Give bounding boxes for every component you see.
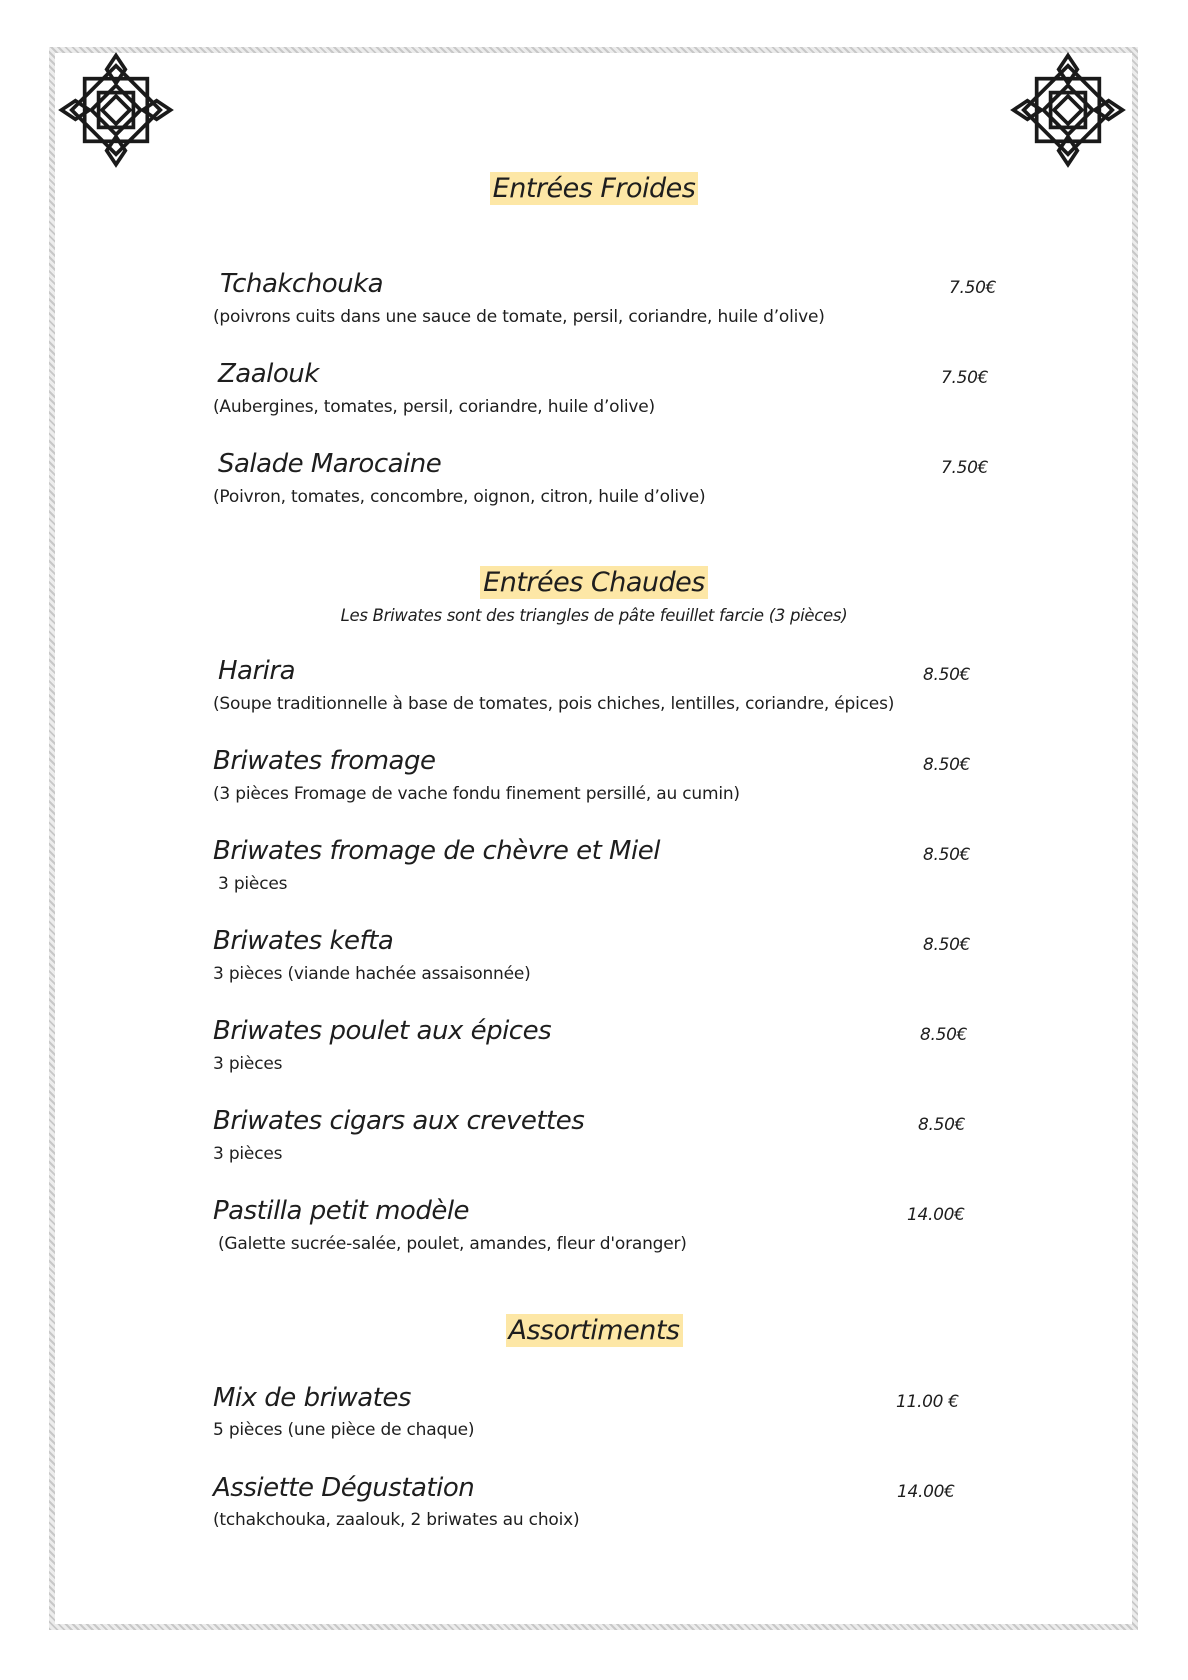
section-heading-assortiments bbox=[0, 1315, 1188, 1346]
menu-item-name: Harira bbox=[218, 656, 296, 686]
menu-item-price: 8.50€ bbox=[923, 845, 971, 865]
menu-item-price: 8.50€ bbox=[923, 665, 971, 685]
menu-item-price: 8.50€ bbox=[923, 755, 971, 775]
section-heading-label: Assortiments bbox=[506, 1314, 683, 1347]
section-heading-entrees-chaudes bbox=[0, 567, 1188, 598]
menu-item-description: (poivrons cuits dans une sauce de tomate, persil, coriandre, huile d’olive) bbox=[213, 307, 825, 327]
menu-item-description: 5 pièces (une pièce de chaque) bbox=[213, 1420, 475, 1440]
menu-item-name: Briwates fromage bbox=[213, 746, 436, 776]
menu-item-price: 11.00 € bbox=[896, 1392, 959, 1412]
menu-item-description: (3 pièces Fromage de vache fondu finement persillé, au cumin) bbox=[213, 784, 740, 804]
menu-item-name: Mix de briwates bbox=[213, 1383, 411, 1413]
menu-item-description: 3 pièces bbox=[218, 874, 288, 894]
moroccan-star-ornament-icon bbox=[1010, 52, 1126, 168]
menu-item-name: Assiette Dégustation bbox=[213, 1473, 475, 1503]
menu-item-description: (Soupe traditionnelle à base de tomates, pois chiches, lentilles, coriandre, épices) bbox=[213, 694, 895, 714]
menu-item-description: (Galette sucrée-salée, poulet, amandes, fleur d'oranger) bbox=[218, 1234, 687, 1254]
menu-item-description: 3 pièces (viande hachée assaisonnée) bbox=[213, 964, 531, 984]
menu-item-name: Briwates poulet aux épices bbox=[213, 1016, 552, 1046]
menu-item-name: Zaalouk bbox=[218, 359, 319, 389]
menu-item-price: 7.50€ bbox=[949, 278, 997, 298]
section-heading-label: Entrées Chaudes bbox=[480, 566, 708, 599]
menu-item-price: 14.00€ bbox=[907, 1205, 965, 1225]
menu-item-price: 14.00€ bbox=[897, 1482, 955, 1502]
menu-item-name: Pastilla petit modèle bbox=[213, 1196, 470, 1226]
menu-item-description: (Aubergines, tomates, persil, coriandre, huile d’olive) bbox=[213, 397, 655, 417]
menu-item-price: 8.50€ bbox=[918, 1115, 966, 1135]
menu-item-description: (tchakchouka, zaalouk, 2 briwates au choix) bbox=[213, 1510, 580, 1530]
menu-item-price: 7.50€ bbox=[941, 458, 989, 478]
menu-item-price: 8.50€ bbox=[923, 935, 971, 955]
menu-item-description: 3 pièces bbox=[213, 1144, 283, 1164]
menu-item-description: 3 pièces bbox=[213, 1054, 283, 1074]
menu-item-price: 7.50€ bbox=[941, 368, 989, 388]
section-subtitle: Les Briwates sont des triangles de pâte feuillet farcie (3 pièces) bbox=[340, 606, 848, 625]
menu-item-name: Tchakchouka bbox=[220, 269, 384, 299]
section-heading-entrees-froides bbox=[0, 173, 1188, 204]
menu-item-name: Salade Marocaine bbox=[218, 449, 442, 479]
menu-item-name: Briwates kefta bbox=[213, 926, 394, 956]
menu-item-description: (Poivron, tomates, concombre, oignon, citron, huile d’olive) bbox=[213, 487, 706, 507]
moroccan-star-ornament-icon bbox=[58, 52, 174, 168]
menu-item-name: Briwates fromage de chèvre et Miel bbox=[213, 836, 660, 866]
menu-item-price: 8.50€ bbox=[920, 1025, 968, 1045]
menu-item-name: Briwates cigars aux crevettes bbox=[213, 1106, 585, 1136]
section-heading-label: Entrées Froides bbox=[490, 172, 699, 205]
